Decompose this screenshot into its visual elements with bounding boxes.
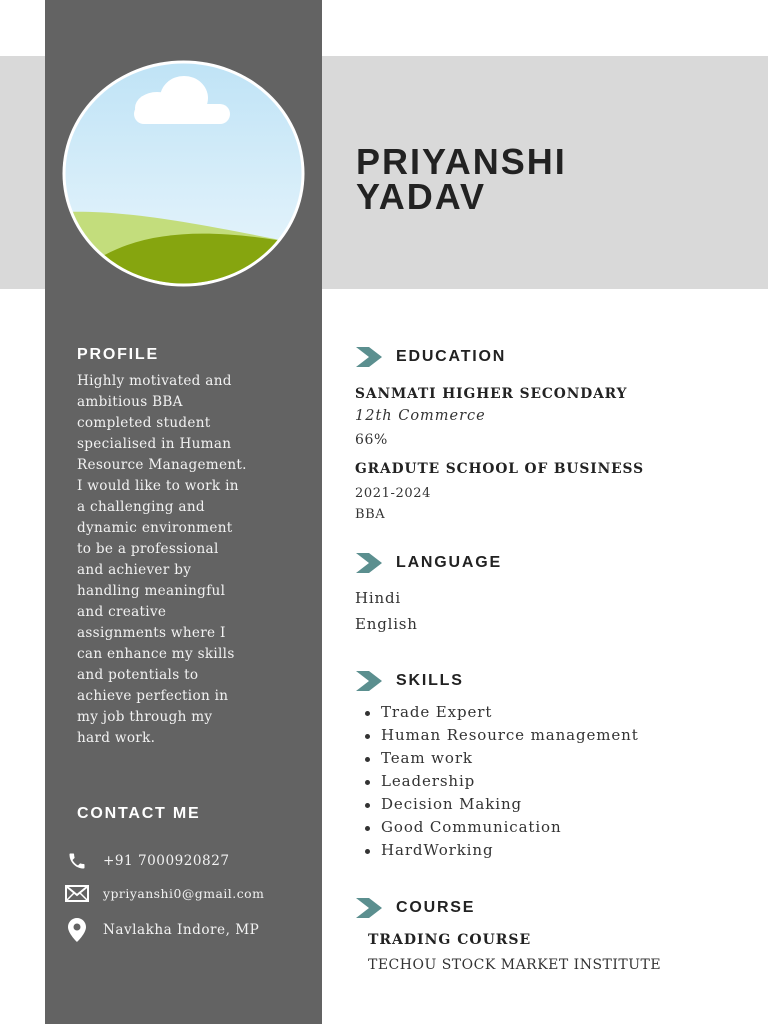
chevron-right-icon bbox=[356, 347, 382, 367]
last-name: YADAV bbox=[356, 176, 487, 217]
profile-line: dynamic environment bbox=[77, 520, 233, 536]
email-address[interactable]: ypriyanshi0@gmail.com bbox=[103, 885, 265, 901]
skill-item: Human Resource management bbox=[355, 724, 639, 747]
profile-line: to be a professional bbox=[77, 541, 219, 557]
candidate-name bbox=[356, 141, 746, 217]
course-institute: TECHOU STOCK MARKET INSTITUTE bbox=[368, 957, 662, 973]
contact-heading: CONTACT ME bbox=[77, 805, 201, 822]
education-detail: 12th Commerce bbox=[355, 408, 486, 424]
education-detail: 2021-2024 bbox=[355, 486, 431, 501]
language-item: Hindi bbox=[355, 589, 401, 607]
language-heading: LANGUAGE bbox=[396, 554, 502, 571]
skill-item: Team work bbox=[355, 747, 639, 770]
skill-item: Good Communication bbox=[355, 816, 639, 839]
skill-item: HardWorking bbox=[355, 839, 639, 862]
skills-heading-row bbox=[356, 670, 464, 692]
profile-line: ambitious BBA bbox=[77, 394, 183, 410]
profile-photo bbox=[62, 60, 305, 287]
education-institution: GRADUTE SCHOOL OF BUSINESS bbox=[355, 461, 644, 477]
profile-summary bbox=[77, 371, 262, 749]
course-heading: COURSE bbox=[396, 899, 476, 916]
profile-line: Highly motivated and bbox=[77, 373, 232, 389]
profile-line: and creative bbox=[77, 604, 167, 620]
profile-line: I would like to work in bbox=[77, 478, 239, 494]
profile-line: and potentials to bbox=[77, 667, 199, 683]
course-heading-row bbox=[356, 897, 475, 919]
profile-line: achieve perfection in bbox=[77, 688, 229, 704]
skill-item: Leadership bbox=[355, 770, 639, 793]
skill-item: Trade Expert bbox=[355, 701, 639, 724]
skills-list bbox=[355, 701, 639, 862]
contact-address bbox=[64, 918, 314, 942]
profile-line: can enhance my skills bbox=[77, 646, 235, 662]
first-name: PRIYANSHI bbox=[356, 141, 567, 182]
profile-heading: PROFILE bbox=[77, 346, 159, 363]
contact-email bbox=[64, 881, 314, 905]
education-heading-row bbox=[356, 346, 506, 368]
location-pin-icon bbox=[64, 919, 90, 941]
education-heading: EDUCATION bbox=[396, 348, 507, 365]
language-item: English bbox=[355, 615, 418, 633]
education-detail: BBA bbox=[355, 507, 386, 522]
skill-item: Decision Making bbox=[355, 793, 639, 816]
profile-line: assignments where I bbox=[77, 625, 226, 641]
education-detail: 66% bbox=[355, 432, 388, 448]
profile-line: and achiever by bbox=[77, 562, 192, 578]
address: Navlakha Indore, MP bbox=[103, 922, 260, 938]
profile-line: specialised in Human bbox=[77, 436, 232, 452]
chevron-right-icon bbox=[356, 553, 382, 573]
profile-line: handling meaningful bbox=[77, 583, 226, 599]
profile-line: hard work. bbox=[77, 730, 156, 746]
profile-line: my job through my bbox=[77, 709, 213, 725]
course-title: TRADING COURSE bbox=[368, 932, 532, 948]
contact-phone bbox=[64, 849, 314, 873]
chevron-right-icon bbox=[356, 671, 382, 691]
profile-line: completed student bbox=[77, 415, 211, 431]
phone-icon bbox=[64, 850, 90, 872]
mail-icon bbox=[64, 882, 90, 904]
language-heading-row bbox=[356, 552, 502, 574]
profile-line: Resource Management. bbox=[77, 457, 247, 473]
profile-line: a challenging and bbox=[77, 499, 205, 515]
skills-heading: SKILLS bbox=[396, 672, 464, 689]
phone-number[interactable]: +91 7000920827 bbox=[103, 853, 230, 869]
education-institution: SANMATI HIGHER SECONDARY bbox=[355, 386, 628, 402]
chevron-right-icon bbox=[356, 898, 382, 918]
